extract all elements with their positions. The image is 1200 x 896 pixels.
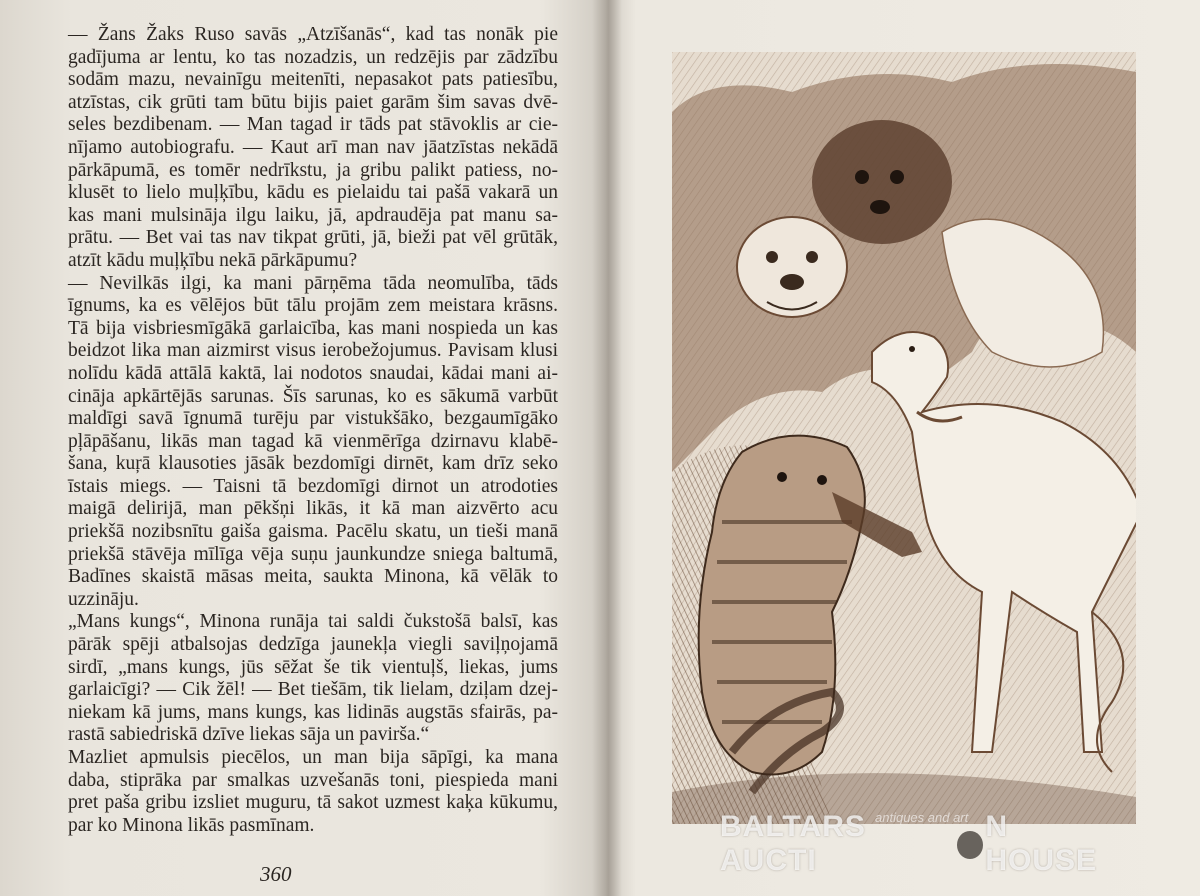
text-line: — Nevilkās ilgi, ka mani pārņēma tāda neomulība, tāds [68, 272, 558, 294]
watermark-tagline: antiques and art [875, 810, 969, 825]
text-line: pārkāpumā, es tomēr nedrīkstu, ja gribu palikt patiess, no- [68, 159, 558, 181]
text-line: beidzot lika man aizmirst visus ierobežojumus. Pavisam klusi [68, 340, 558, 362]
text-line: par ko Minona likās pasmīnam. [68, 814, 315, 836]
body-text [68, 24, 558, 837]
book-gutter [592, 0, 622, 896]
text-line: priekšā stāvēja mīlīga vēja suņu jaunkundze sniega baltumā, [68, 543, 558, 565]
text-line: Mazliet apmulsis piecēlos, un man bija sāpīgi, ka mana [68, 747, 558, 768]
text-line: seles bezdibenam. — Man tagad ir tāds pat stāvoklis ar cie- [68, 114, 558, 136]
text-line: nījamo autobiografu. — Kaut arī man nav jāatzīstas nekādā [68, 136, 558, 158]
text-line: pārāk spēji atbalsojas dedzīga jaunekļa viegli saviļņojamā [68, 634, 558, 656]
watermark-text-part2: N HOUSE [985, 810, 1097, 877]
text-line: garlaicīgi? — Cik žēl! — Bet tiešām, tik lielam, dziļam dzej- [68, 679, 558, 701]
text-line: atzīt kādu muļķību nekā pārkāpumu? [68, 249, 358, 271]
text-line: cināja apkārtējās sarunas. Šīs sarunas, ko es sākumā varbūt [68, 385, 558, 407]
text-line: rastā sabiedriskā dzīve liekas sāja un pavirša.“ [68, 724, 430, 746]
text-line: kas mani mulsināja ilgu laiku, jā, apdraudēja pat manu sa- [68, 204, 558, 226]
text-line: maigā delirijā, man pēkšņi likās, it kā man aizvērto acu [68, 498, 558, 520]
text-line: daba, stiprāka par smalkas uzvešanās toni, piespieda mani [68, 769, 558, 791]
illustration-dogs-and-cat [672, 52, 1136, 824]
text-line: „Mans kungs“, Minona runāja tai saldi čukstošā balsī, kas [68, 611, 558, 633]
text-line: niekam kā jums, mans kungs, kas lidinās augstās sfairās, pa- [68, 701, 558, 723]
text-line: prātu. — Bet vai tas nav tikpat grūti, jā, bieži pat vēl grūtāk, [68, 227, 558, 249]
text-line: — Žans Žaks Ruso savās „Atzīšanās“, kad tas nonāk pie [68, 24, 558, 45]
text-line: pret paša gribu izsliet muguru, tā sakot uzmest kaķa kūkumu, [68, 792, 558, 814]
text-line: Tā bija visbriesmīgākā garlaicība, kas mani nospieda un kas [68, 317, 558, 339]
text-line: īstais miegs. — Taisni tā bezdomīgi dirnot un atrodoties [68, 475, 558, 497]
text-line: nolīdu kādā attālā kaktā, lai nodotos snaudai, kādai mani ai- [68, 362, 558, 384]
text-line: uzzināju. [68, 588, 139, 610]
page-number: 360 [260, 862, 292, 886]
text-line: klusēt to lielo muļķību, kādu es pielaidu tai pašā vakarā un [68, 182, 558, 204]
text-line: Badīnes skaistā māsas meita, saukta Minona, kā vēlāk to [68, 566, 558, 588]
text-line: maldīgi savā īgnumā turēju par vistukšāko, bezgaumīgāko [68, 408, 558, 430]
right-page [620, 0, 1200, 896]
text-line: gadījuma ar lentu, ko tas nozadzis, un redzējis par zādzību [68, 46, 558, 68]
text-line: priekšā nozibsnītu gaiša gaisma. Pacēlu skatu, un tieši manā [68, 521, 558, 543]
text-line: sodām mazu, nevainīgu meitenīti, nepasakot pats patiesību, [68, 69, 558, 91]
watermark-logo-dot [957, 831, 983, 859]
text-line: šana, kuŗā klausoties jāsāk bezdomīgi dirnēt, kam drīz seko [68, 453, 558, 475]
text-line: īgnums, ka es vēlējos būt tālu projām zem meistara krāsns. [68, 295, 558, 317]
text-line: atzīstas, cik grūti tam būtu bijis paiet garām šim savas dvē- [68, 91, 558, 113]
text-line: sirdī, „mans kungs, jūs sēžat še tik vientuļš, liekas, jums [68, 656, 558, 678]
watermark-text-part1: BALTARS AUCTI [720, 810, 866, 877]
text-line: pļāpāšanu, likās man tagad kā vienmērīga dzirnavu klabē- [68, 430, 558, 452]
